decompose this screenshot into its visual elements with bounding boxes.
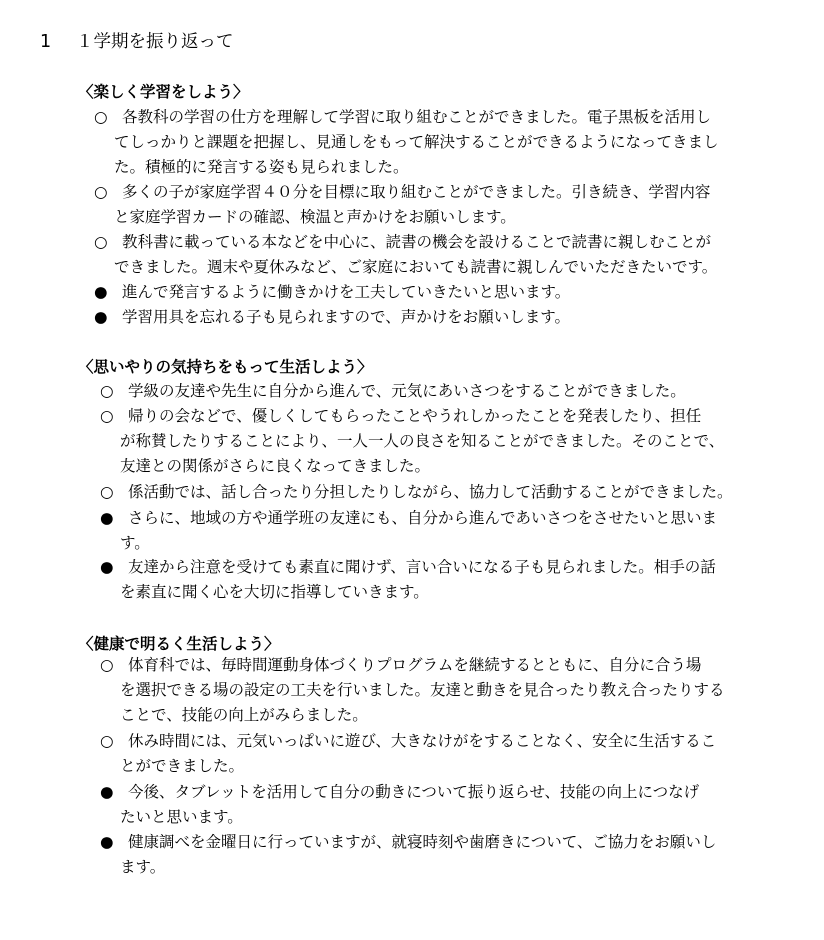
list-item [100, 555, 716, 605]
section-title-health: 〈健康で明るく生活しよう〉 [78, 635, 280, 653]
item-line: 今後、タブレットを活用して自分の動きについて振り返らせ、技能の向上につなげ [128, 783, 700, 801]
circle-bullet-icon: ○ [100, 732, 114, 750]
item-line: す。 [120, 534, 150, 552]
item-line: が称賛したりすることにより、一人一人の良さを知ることができました。そのことで、 [120, 432, 725, 450]
circle-bullet-icon: ○ [100, 656, 114, 674]
item-line: さらに、地域の方や通学班の友達にも、自分から進んであいさつをさせたいと思いま [128, 509, 718, 527]
section-title-learning: 〈楽しく学習をしよう〉 [78, 83, 249, 101]
item-line: 休み時間には、元気いっぱいに遊び、大きなけがをすることなく、安全に生活するこ [128, 732, 717, 750]
list-item [94, 280, 570, 305]
list-item [100, 480, 733, 505]
list-item [94, 105, 719, 180]
item-line: を素直に聞く心を大切に指導していきます。 [120, 583, 429, 601]
item-line: 健康調べを金曜日に行っていますが、就寝時刻や歯磨きについて、ご協力をお願いし [128, 833, 717, 851]
circle-bullet-icon: ○ [100, 483, 114, 501]
item-line: たいと思います。 [120, 808, 243, 826]
filled-bullet-icon: ● [94, 283, 108, 301]
item-line: 友達から注意を受けても素直に聞けず、言い合いになる子も見られました。相手の話 [128, 558, 716, 576]
list-item [100, 379, 686, 404]
filled-bullet-icon: ● [100, 558, 114, 576]
item-line: ます。 [120, 858, 166, 876]
list-item [100, 506, 717, 556]
page-title [40, 28, 234, 53]
section-title-kindness: 〈思いやりの気持ちをもって生活しよう〉 [78, 358, 373, 376]
item-line: 進んで発言するように働きかけを工夫していきたいと思います。 [122, 283, 571, 301]
circle-bullet-icon: ○ [100, 407, 114, 425]
filled-bullet-icon: ● [100, 783, 114, 801]
item-line: 帰りの会などで、優しくしてもらったことやうれしかったことを発表したり、担任 [128, 407, 702, 425]
item-line: 各教科の学習の仕方を理解して学習に取り組むことができました。電子黒板を活用し [122, 108, 712, 126]
title-number: 1 [40, 32, 52, 52]
item-line: 友達との関係がさらに良くなってきました。 [120, 457, 431, 475]
list-item [100, 729, 716, 779]
item-line: てしっかりと課題を把握し、見通しをもって解決することができるようになってきまし [114, 133, 719, 151]
list-item [100, 404, 724, 479]
item-line: 学級の友達や先生に自分から進んで、元気にあいさつをすることができました。 [128, 382, 686, 400]
filled-bullet-icon: ● [100, 509, 114, 527]
list-item [100, 780, 699, 830]
item-line: 体育科では、毎時間運動身体づくりプログラムを継続するとともに、自分に合う場 [128, 656, 702, 674]
list-item [94, 305, 570, 330]
filled-bullet-icon: ● [94, 308, 108, 326]
list-item [100, 653, 725, 728]
item-line: 係活動では、話し合ったり分担したりしながら、協力して活動することができました。 [128, 483, 733, 501]
title-text: １学期を振り返って [76, 32, 234, 52]
item-line: 学習用具を忘れる子も見られますので、声かけをお願いします。 [122, 308, 570, 326]
list-item [94, 180, 710, 230]
item-line: 多くの子が家庭学習４０分を目標に取り組むことができました。引き続き、学習内容 [122, 183, 711, 201]
item-line: ことで、技能の向上がみらました。 [120, 706, 368, 724]
item-line: と家庭学習カードの確認、検温と声かけをお願いします。 [114, 208, 516, 226]
circle-bullet-icon: ○ [100, 382, 114, 400]
filled-bullet-icon: ● [100, 833, 114, 851]
item-line: た。積極的に発言する姿も見られました。 [114, 158, 409, 176]
item-line: を選択できる場の設定の工夫を行いました。友達と動きを見合ったり教え合ったりする [120, 681, 725, 699]
list-item [100, 830, 716, 880]
item-line: 教科書に載っている本などを中心に、読書の機会を設けることで読書に親しむことが [122, 233, 712, 251]
circle-bullet-icon: ○ [94, 108, 108, 126]
circle-bullet-icon: ○ [94, 183, 108, 201]
list-item [94, 230, 717, 280]
item-line: できました。週末や夏休みなど、ご家庭においても読書に親しんでいただきたいです。 [114, 258, 718, 276]
circle-bullet-icon: ○ [94, 233, 108, 251]
item-line: とができました。 [120, 757, 245, 775]
